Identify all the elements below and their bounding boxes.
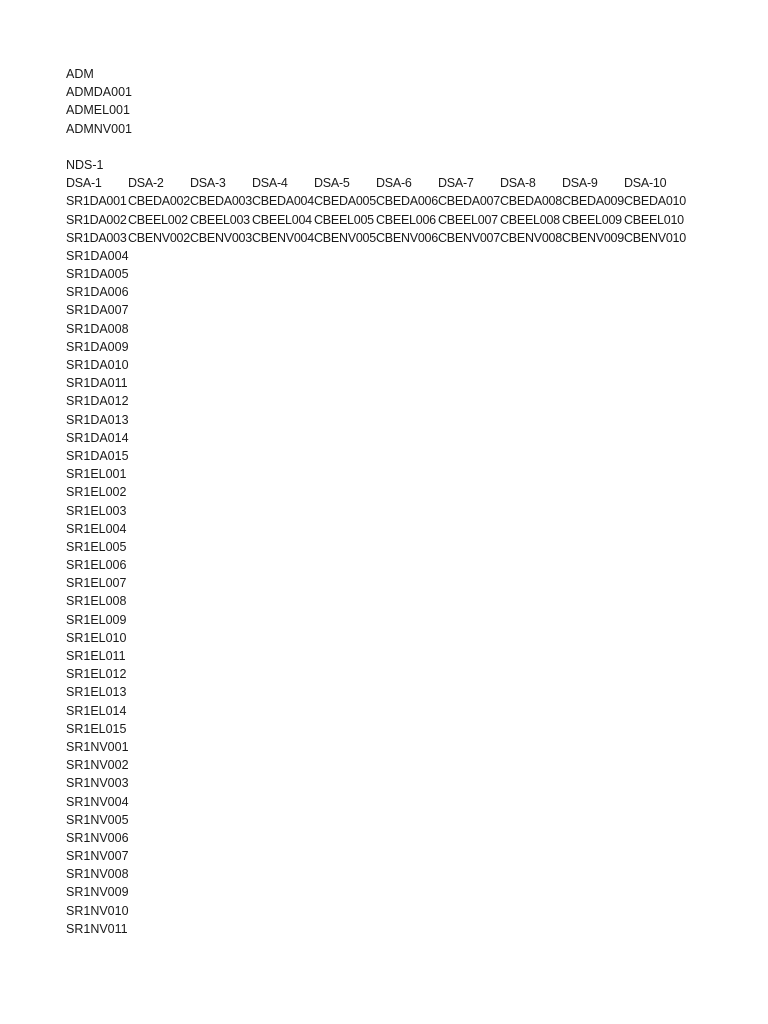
list-item: SR1NV011 — [66, 921, 128, 936]
column-header: DSA-1 — [66, 176, 102, 191]
table-cell: CBENV009 — [562, 230, 624, 245]
list-item: SR1EL007 — [66, 576, 127, 591]
column-header: DSA-6 — [376, 176, 412, 191]
list-item: SR1NV004 — [66, 794, 129, 809]
table-cell: CBEEL008 — [500, 212, 560, 227]
column-header: DSA-2 — [128, 176, 164, 191]
adm-code: ADMNV001 — [66, 121, 132, 136]
adm-code: ADMEL001 — [66, 103, 130, 118]
table-cell: CBEEL002 — [128, 212, 188, 227]
list-item: SR1NV001 — [66, 739, 129, 754]
table-cell: CBEDA002 — [128, 194, 190, 209]
table-cell: CBENV008 — [500, 230, 562, 245]
table-cell: CBEDA008 — [500, 194, 562, 209]
list-item: SR1NV005 — [66, 812, 129, 827]
table-row — [66, 192, 706, 210]
table-cell: CBEEL009 — [562, 212, 622, 227]
list-item: SR1DA012 — [66, 394, 129, 409]
table-cell: CBEDA005 — [314, 194, 376, 209]
list-item: SR1DA005 — [66, 267, 129, 282]
table-cell: SR1DA001 — [66, 194, 127, 209]
table-cell: CBENV004 — [252, 230, 314, 245]
list-item: SR1NV007 — [66, 849, 129, 864]
table-cell: CBEDA004 — [252, 194, 314, 209]
adm-heading: ADM — [66, 67, 94, 81]
first-column-list — [66, 247, 706, 938]
table-cell: CBEDA007 — [438, 194, 500, 209]
table-cell: CBEDA003 — [190, 194, 252, 209]
nds-heading: NDS-1 — [66, 157, 104, 172]
table-cell: SR1DA003 — [66, 230, 127, 245]
table-cell: CBENV002 — [128, 230, 190, 245]
column-header: DSA-4 — [252, 176, 288, 191]
column-header: DSA-5 — [314, 176, 350, 191]
document-page — [66, 65, 706, 938]
table-cell: CBEEL007 — [438, 212, 498, 227]
table-cell: CBEEL005 — [314, 212, 374, 227]
table-cell: CBEEL003 — [190, 212, 250, 227]
list-item: SR1DA011 — [66, 376, 128, 391]
table-cell: CBEEL006 — [376, 212, 436, 227]
list-item: SR1NV010 — [66, 903, 129, 918]
list-item: SR1EL006 — [66, 558, 127, 573]
column-header: DSA-8 — [500, 176, 536, 191]
list-item: SR1DA009 — [66, 339, 129, 354]
list-item: SR1NV009 — [66, 885, 129, 900]
list-item: SR1EL008 — [66, 594, 127, 609]
table-cell: CBENV003 — [190, 230, 252, 245]
adm-code: ADMDA001 — [66, 85, 132, 100]
list-item: SR1DA004 — [66, 248, 129, 263]
list-item: SR1NV003 — [66, 776, 129, 791]
column-header: DSA-10 — [624, 176, 667, 191]
table-cell: CBENV006 — [376, 230, 438, 245]
table-cell: CBEDA009 — [562, 194, 624, 209]
list-item: SR1EL002 — [66, 485, 127, 500]
adm-block — [66, 65, 706, 138]
list-item: SR1DA010 — [66, 358, 129, 372]
list-item: SR1NV002 — [66, 758, 129, 773]
list-item: SR1NV008 — [66, 867, 129, 882]
list-item: SR1EL001 — [66, 467, 127, 482]
table-cell: CBENV007 — [438, 230, 500, 245]
list-item: SR1EL009 — [66, 612, 127, 627]
table-cell: CBENV010 — [624, 230, 686, 245]
blank-line — [66, 138, 706, 156]
table-row — [66, 229, 706, 247]
table-cell: SR1DA002 — [66, 212, 127, 227]
list-item: SR1EL013 — [66, 685, 127, 700]
table-header-row — [66, 174, 706, 192]
table-cell: CBEDA010 — [624, 194, 686, 209]
list-item: SR1DA013 — [66, 412, 129, 427]
dsa-table — [66, 174, 706, 247]
column-header: DSA-3 — [190, 176, 226, 191]
list-item: SR1EL003 — [66, 503, 127, 518]
column-header: DSA-9 — [562, 176, 598, 191]
list-item: SR1DA006 — [66, 285, 129, 300]
column-header: DSA-7 — [438, 176, 474, 191]
list-item: SR1EL005 — [66, 539, 127, 554]
list-item: SR1NV006 — [66, 830, 129, 845]
table-cell: CBEDA006 — [376, 194, 438, 209]
list-item: SR1EL004 — [66, 521, 127, 536]
table-row — [66, 211, 706, 229]
table-cell: CBENV005 — [314, 230, 376, 245]
list-item: SR1DA008 — [66, 321, 129, 336]
list-item: SR1EL015 — [66, 721, 127, 736]
list-item: SR1DA007 — [66, 303, 129, 318]
table-cell: CBEEL010 — [624, 212, 684, 227]
list-item: SR1EL012 — [66, 667, 127, 682]
list-item: SR1EL014 — [66, 703, 127, 718]
list-item: SR1EL010 — [66, 630, 127, 645]
table-cell: CBEEL004 — [252, 212, 312, 227]
list-item: SR1DA014 — [66, 430, 129, 445]
list-item: SR1EL011 — [66, 649, 126, 663]
list-item: SR1DA015 — [66, 448, 129, 463]
